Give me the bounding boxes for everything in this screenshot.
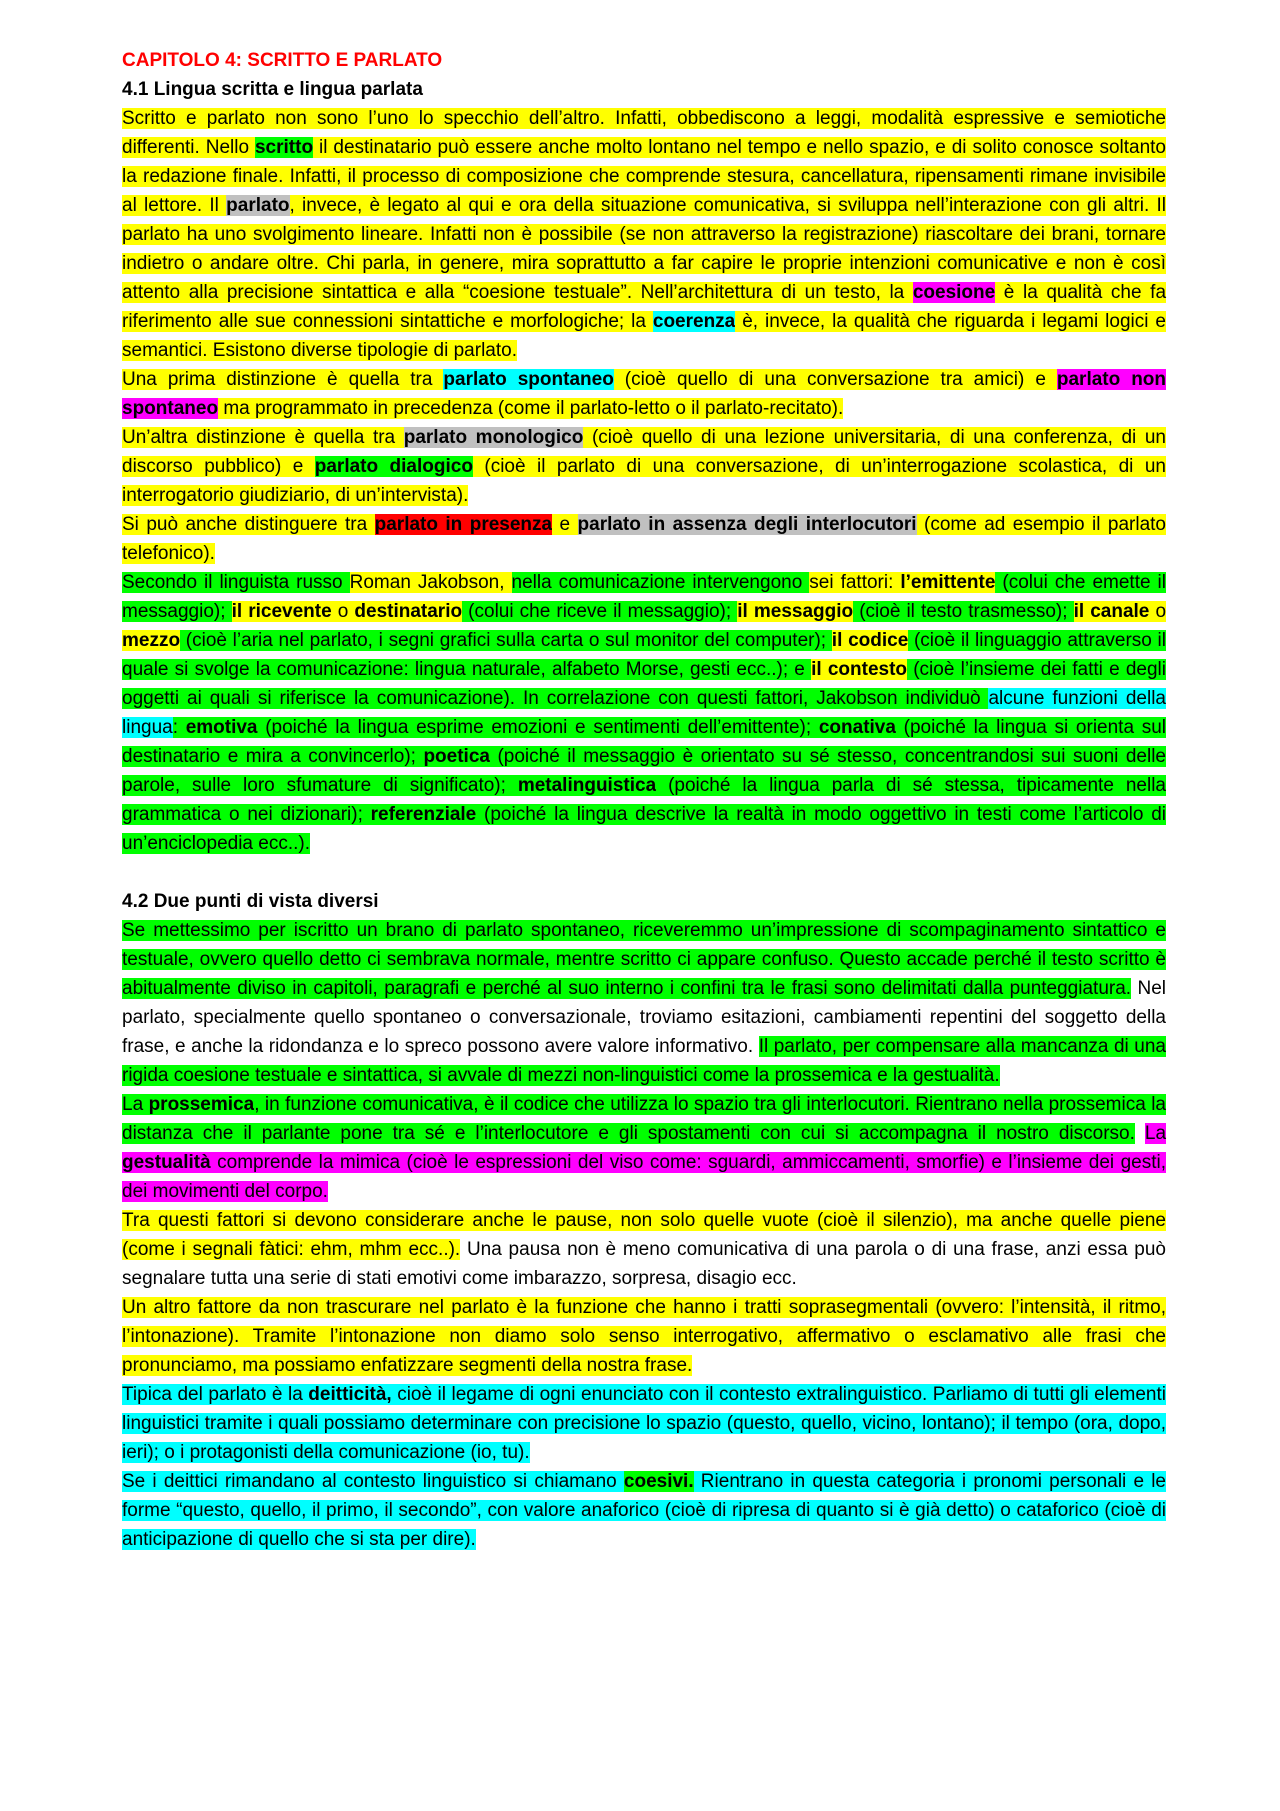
highlighted-term: parlato monologico <box>403 427 584 448</box>
highlighted-term: parlato in presenza <box>374 514 553 535</box>
text-run: Secondo il linguista russo <box>122 572 350 593</box>
document-body <box>122 75 1166 1554</box>
text-run: Un altro fattore da non trascurare nel parlato è la funzione che hanno i tratti soprasegmentali (ovvero: l’intensità, il ritmo, l’intonazione). Tramite l’intonazione non diamo solo senso interrogativo, affermativo o esclamativo alle frasi che pronunciamo, ma possiamo enfatizzare segmenti della nostra frase. <box>122 1297 1166 1376</box>
paragraph <box>122 1293 1166 1380</box>
highlighted-term: conativa <box>818 717 896 738</box>
highlighted-term: emotiva <box>185 717 258 738</box>
chapter-title: CAPITOLO 4: SCRITTO E PARLATO <box>122 50 443 71</box>
text-run: (poiché la lingua parla di sé stessa, tipicamente nella grammatica o nei dizionari); <box>122 775 1166 825</box>
text-run: il destinatario può essere anche molto lontano nel tempo e nello spazio, e di solito conosce soltanto la redazione finale. Infatti, il processo di composizione che comprende stesura, cancellatura, ripensamenti rimane invisibile al lettore. Il <box>122 137 1166 216</box>
text-run: (poiché la lingua descrive la realtà in modo oggettivo in testi come l’articolo di un’enciclopedia ecc..). <box>122 804 1166 854</box>
highlighted-term: parlato in assenza degli interlocutori <box>577 514 917 535</box>
highlighted-term: mezzo <box>122 630 181 651</box>
highlighted-term: scritto <box>254 137 314 158</box>
text-run: , in funzione comunicativa, è il codice che utilizza lo spazio tra gli interlocutori. Rientrano nella prossemica la distanza che il parlante pone tra sé e l’interlocutore e gli spostamenti con cui si accompagna il nostro discorso. <box>122 1094 1166 1144</box>
text-run: (cioè il linguaggio attraverso il quale si svolge la comunicazione: lingua naturale, alfabeto Morse, gesti ecc..); e <box>122 630 1166 680</box>
text-run: La <box>122 1094 149 1115</box>
paragraph <box>122 1467 1166 1554</box>
paragraph <box>122 423 1166 510</box>
text-run: : <box>172 717 186 738</box>
highlighted-term: parlato <box>226 195 290 216</box>
text-run: (cioè il testo trasmesso); <box>853 601 1074 622</box>
highlighted-term: coesione <box>912 282 996 303</box>
text-run: Il parlato, per compensare alla mancanza di una rigida coesione testuale e sintattica, si avvale di mezzi non-linguistici come la prossemica e la gestualità. <box>122 1036 1166 1086</box>
text-run: ma programmato in precedenza (come il parlato-letto o il parlato-recitato). <box>218 398 844 419</box>
text-run: Nel parlato, specialmente quello spontaneo o conversazionale, troviamo esitazioni, cambiamenti repentini del soggetto della frase, e anche la ridondanza e lo spreco possono avere valore informativo. <box>122 978 1166 1057</box>
highlighted-term: coesivi. <box>623 1471 694 1492</box>
text-run: (cioè l’aria nel parlato, i segni grafici sulla carta o sul monitor del computer); <box>180 630 832 651</box>
highlighted-term: metalinguistica <box>517 775 657 796</box>
highlighted-term: il contesto <box>811 659 908 680</box>
text-run: Se mettessimo per iscritto un brano di parlato spontaneo, riceveremmo un’impressione di scompaginamento sintattico e testuale, ovvero quello detto ci sembrava normale, mentre scritto ci appare confuso. Questo accade perché il testo scritto è abitualmente diviso in capitoli, paragrafi e perché al suo interno i confini tra le frasi sono delimitati dalla punteggiatura. <box>122 920 1166 999</box>
text-run: o <box>1149 601 1167 622</box>
paragraph <box>122 365 1166 423</box>
highlighted-term: il messaggio <box>737 601 854 622</box>
highlighted-term: referenziale <box>370 804 477 825</box>
text-run: è la qualità che fa riferimento alle sue connessioni sintattiche e morfologiche; la <box>122 282 1167 332</box>
text-run: è, invece, la qualità che riguarda i legami logici e semantici. Esistono diverse tipologie di parlato. <box>122 311 1166 361</box>
paragraph <box>122 104 1166 365</box>
highlighted-term: parlato non spontaneo <box>122 369 1167 419</box>
text-run: Una pausa non è meno comunicativa di una parola o di una frase, anzi essa può segnalare tutta una serie di stati emotivi come imbarazzo, sorpresa, disagio ecc. <box>122 1239 1166 1289</box>
text-run: Tipica del parlato è la <box>122 1384 309 1405</box>
text-run: Un’altra distinzione è quella tra <box>122 427 404 448</box>
text-run: (poiché la lingua si orienta sul destinatario e mira a convincerlo); <box>122 717 1167 767</box>
highlighted-term: l’emittente <box>900 572 996 593</box>
highlighted-term: poetica <box>423 746 490 767</box>
text-run: Scritto e parlato non sono l’uno lo specchio dell’altro. Infatti, obbediscono a leggi, modalità espressive e semiotiche differenti. Nello <box>122 108 1166 158</box>
text-run: Una prima distinzione è quella tra <box>122 369 444 390</box>
highlighted-term: coerenza <box>652 311 736 332</box>
text-run: (colui che emette il messaggio); <box>122 572 1166 622</box>
text-run: e <box>552 514 578 535</box>
paragraph <box>122 510 1166 568</box>
document-page <box>122 46 1166 1554</box>
text-run: Se i deittici rimandano al contesto linguistico si chiamano <box>122 1471 624 1492</box>
section-heading: 4.2 Due punti di vista diversi <box>122 891 379 912</box>
paragraph <box>122 1380 1166 1467</box>
text-run: La <box>1144 1123 1167 1144</box>
text-run: o <box>331 601 355 622</box>
text-run: Tra questi fattori si devono considerare anche le pause, non solo quelle vuote (cioè il silenzio), ma anche quelle piene (come i segnali fàtici: ehm, mhm ecc..). <box>122 1210 1166 1260</box>
text-run: (colui che riceve il messaggio); <box>462 601 738 622</box>
text-run: (cioè quello di una conversazione tra amici) e <box>613 369 1057 390</box>
highlighted-term: deitticità, <box>308 1384 392 1405</box>
text-run: Si può anche distinguere tra <box>122 514 375 535</box>
text-run <box>1135 1123 1145 1144</box>
text-run: alcune funzioni della lingua <box>122 688 1166 738</box>
text-run: , invece, è legato al qui e ora della situazione comunicativa, si sviluppa nell’interazione con gli altri. Il parlato ha uno svolgimento lineare. Infatti non è possibile (se non attraverso la registrazione) riascoltare dei brani, tornare indietro o andare oltre. Chi parla, in genere, mira soprattutto a far capire le proprie intenzioni comunicative e non è così attento alla precisione sintattica e alla “coesione testuale”. Nell’architettura di un testo, la <box>122 195 1166 303</box>
highlighted-term: il codice <box>831 630 909 651</box>
section-heading: 4.1 Lingua scritta e lingua parlata <box>122 79 423 100</box>
paragraph <box>122 568 1166 858</box>
text-run: (cioè l’insieme dei fatti e degli oggetti ai quali si riferisce la comunicazione). In correlazione con questi fattori, Jakobson individuò <box>122 659 1166 709</box>
text-run: nella comunicazione intervengono <box>511 572 810 593</box>
text-run: (cioè quello di una lezione universitaria, di una conferenza, di un discorso pubblico) e <box>122 427 1166 477</box>
highlighted-term: gestualità <box>122 1152 211 1173</box>
highlighted-term: parlato dialogico <box>314 456 473 477</box>
highlighted-term: il canale <box>1073 601 1150 622</box>
highlighted-term: il ricevente <box>231 601 332 622</box>
text-run: cioè il legame di ogni enunciato con il contesto extralinguistico. Parliamo di tutti gli elementi linguistici tramite i quali possiamo determinare con precisione lo spazio (questo, quello, vicino, lontano); il tempo (ora, dopo, ieri); o i protagonisti della comunicazione (io, tu). <box>122 1384 1166 1463</box>
text-run: sei fattori: <box>809 572 901 593</box>
paragraph <box>122 1206 1166 1293</box>
text-run: Rientrano in questa categoria i pronomi personali e le forme “questo, quello, il primo, il secondo”, con valore anaforico (cioè di ripresa di quanto si è già detto) o cataforico (cioè di anticipazione di quello che si sta per dire). <box>122 1471 1166 1550</box>
text-run: comprende la mimica (cioè le espressioni del viso come: sguardi, ammiccamenti, smorfie) e l’insieme dei gesti, dei movimenti del corpo. <box>122 1152 1166 1202</box>
text-run: (come ad esempio il parlato telefonico). <box>122 514 1166 564</box>
text-run: (cioè il parlato di una conversazione, di un’interrogazione scolastica, di un interrogatorio giudiziario, di un’intervista). <box>122 456 1166 506</box>
text-run: Roman Jakobson, <box>349 572 512 593</box>
paragraph <box>122 1090 1166 1206</box>
highlighted-term: parlato spontaneo <box>443 369 614 390</box>
paragraph <box>122 916 1166 1090</box>
highlighted-term: prossemica <box>148 1094 255 1115</box>
text-run: (poiché il messaggio è orientato su sé stesso, concentrandosi sui suoni delle parole, sulle loro sfumature di significato); <box>122 746 1166 796</box>
highlighted-term: destinatario <box>354 601 463 622</box>
text-run: (poiché la lingua esprime emozioni e sentimenti dell’emittente); <box>257 717 819 738</box>
